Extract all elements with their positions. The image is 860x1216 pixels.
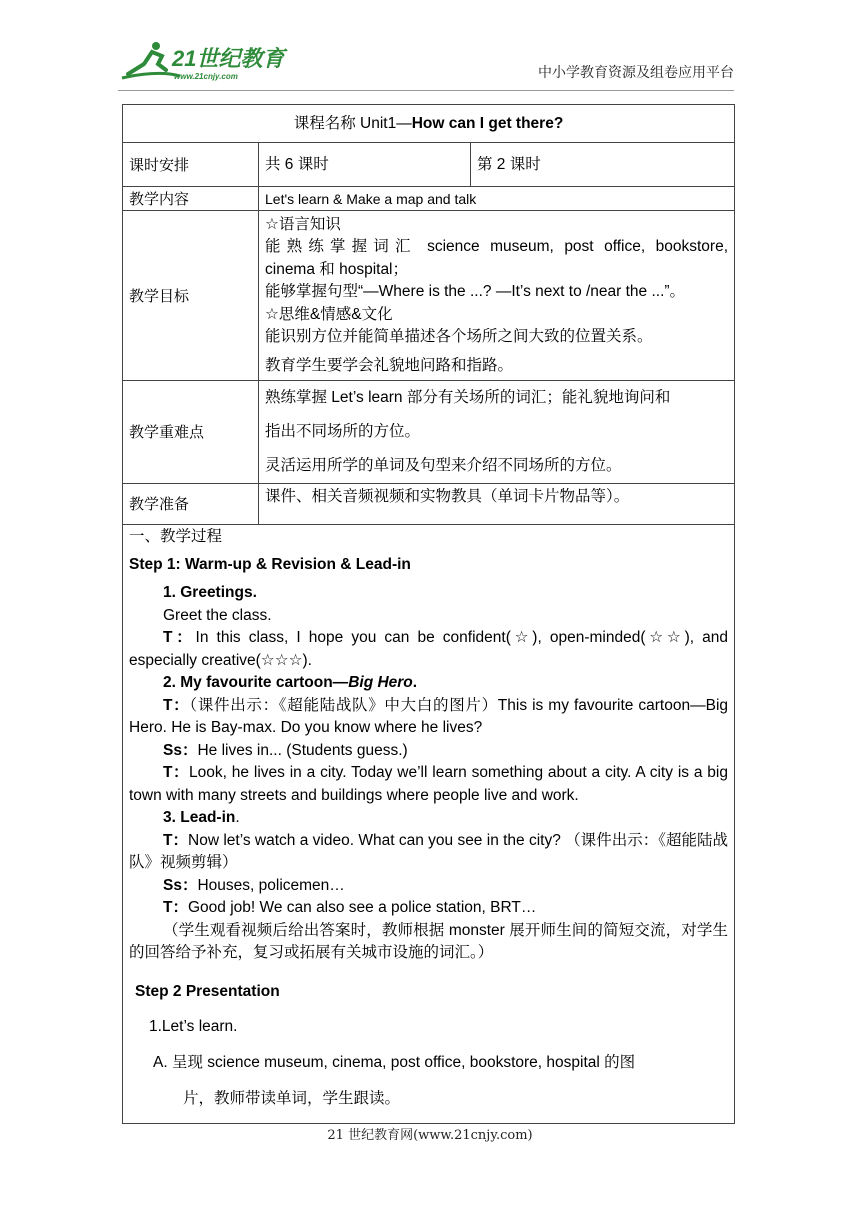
step2-title: Step 2 Presentation: [135, 982, 280, 1000]
schedule-label: 课时安排: [123, 143, 259, 187]
greetings-title: 1. Greetings.: [163, 584, 257, 601]
students-line: Ss：Houses, policemen…: [163, 876, 345, 894]
content-label: 教学内容: [123, 187, 259, 211]
goal-line: ☆语言知识: [265, 215, 341, 233]
key-cell: [259, 381, 735, 484]
goal-line: cinema 和 hospital；: [265, 260, 409, 278]
goal-line: ☆思维&情感&文化: [265, 305, 393, 323]
step2-A-line: A. 呈现 science museum, cinema, post office, bookstore, hospital 的图: [153, 1054, 636, 1071]
key-line: 熟练掌握 Let’s learn 部分有关场所的词汇；能礼貌地询问和: [265, 389, 671, 406]
header-divider: [118, 90, 734, 91]
schedule-current: 第 2 课时: [471, 143, 735, 187]
goal-line: 能识别方位并能简单描述各个场所之间大致的位置关系。: [265, 328, 653, 346]
cartoon-title: 2. My favourite cartoon—Big Hero.: [163, 674, 418, 691]
step1-title: Step 1: Warm-up & Revision & Lead-in: [129, 555, 411, 573]
teacher-note: （学生观看视频后给出答案时，教师根据 monster 展开师生间的简短交流，对学生的回答给予补充，复习或拓展有关城市设施的词汇。）: [129, 921, 728, 961]
course-title-cell: [123, 105, 735, 143]
lets-learn-item: 1.Let’s learn.: [149, 1018, 238, 1035]
teaching-process-cell: [123, 525, 735, 1124]
goals-cell: [259, 211, 735, 381]
prep-value: 课件、相关音频视频和实物教具（单词卡片物品等）。: [259, 484, 735, 525]
runner-logo-icon: [118, 40, 298, 84]
step2-A-line: 片，教师带读单词，学生跟读。: [183, 1090, 401, 1107]
students-line: Ss：He lives in... (Students guess.): [163, 741, 408, 759]
page-footer: 21 世纪教育网(www.21cnjy.com): [327, 1128, 533, 1143]
goal-line: 能熟练掌握词汇 science museum, post office, bookstore,: [265, 238, 728, 256]
prep-label: 教学准备: [123, 484, 259, 525]
teacher-line: T：Look, he lives in a city. Today we’ll learn something about a city. A city is a big town with many streets and buildings where people live and work.: [129, 764, 728, 804]
teacher-line: T：（课件出示：《超能陆战队》中大白的图片）This is my favourite cartoon—Big Hero. He is Bay-max. Do you know where he lives?: [129, 696, 729, 736]
goals-label: 教学目标: [123, 211, 259, 381]
key-line: 灵活运用所学的单词及句型来介绍不同场所的方位。: [265, 457, 622, 474]
course-title: How can I get there?: [411, 114, 564, 132]
platform-name: 中小学教育资源及组卷应用平台: [538, 65, 734, 81]
lesson-plan-table: [122, 104, 735, 1124]
teacher-line: T：Now let’s watch a video. What can you see in the city? （课件出示：《超能陆战队》视频剪辑）: [129, 831, 729, 871]
content-value: Let's learn & Make a map and talk: [259, 187, 735, 211]
key-line: 指出不同场所的方位。: [265, 423, 421, 440]
svg-text:www.21cnjy.com: www.21cnjy.com: [174, 72, 238, 81]
site-logo: [118, 40, 298, 84]
teacher-line: T：In this class, I hope you can be confident(☆), open-minded(☆☆), and especially creative(☆☆☆).: [129, 629, 729, 669]
leadin-title: 3. Lead-in.: [163, 809, 240, 826]
teacher-line: T：Good job! We can also see a police station, BRT…: [163, 899, 537, 916]
course-label: 课程名称 Unit1—: [293, 114, 412, 132]
svg-text:21世纪教育: 21世纪教育: [172, 46, 285, 71]
goal-line: 教育学生要学会礼貌地问路和指路。: [265, 356, 514, 374]
schedule-total: 共 6 课时: [259, 143, 471, 187]
key-label: 教学重难点: [123, 381, 259, 484]
process-heading: 一、教学过程: [129, 527, 223, 545]
greet-line: Greet the class.: [163, 606, 272, 624]
goal-line: 能够掌握句型“—Where is the ...? —It’s next to /near the ...”。: [265, 283, 686, 301]
